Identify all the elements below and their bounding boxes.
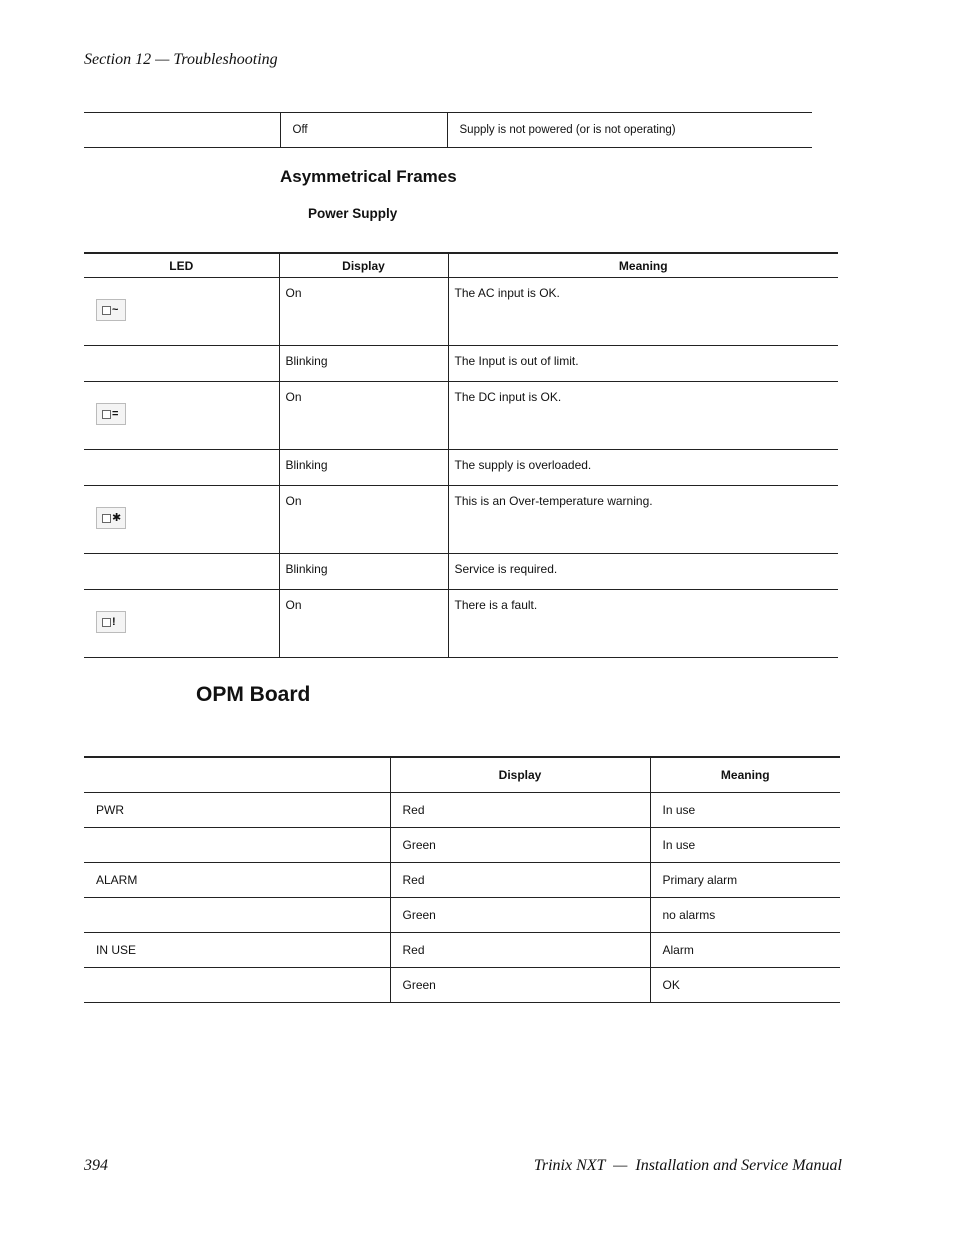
display-cell: Red bbox=[390, 933, 650, 968]
meaning-cell: This is an Over-temperature warning. bbox=[448, 486, 838, 554]
meaning-cell: The supply is overloaded. bbox=[448, 450, 838, 486]
meaning-cell: no alarms bbox=[650, 898, 840, 933]
meaning-cell: The DC input is OK. bbox=[448, 382, 838, 450]
display-cell: On bbox=[279, 590, 448, 658]
display-cell: Green bbox=[390, 898, 650, 933]
manual-title: Trinix NXT — Installation and Service Manual bbox=[533, 1157, 842, 1174]
meaning-cell: Service is required. bbox=[448, 554, 838, 590]
led-cell bbox=[84, 450, 279, 486]
column-header-meaning: Meaning bbox=[448, 253, 838, 278]
led-cell: IN USE bbox=[84, 933, 390, 968]
led-cell bbox=[84, 590, 279, 658]
led-cell bbox=[84, 486, 279, 554]
ac-input-led-icon: ~ bbox=[96, 299, 126, 321]
table-row bbox=[84, 933, 840, 968]
display-cell: Red bbox=[390, 863, 650, 898]
led-cell bbox=[84, 278, 279, 346]
power-supply-table bbox=[84, 252, 838, 658]
display-cell: Red bbox=[390, 793, 650, 828]
led-cell bbox=[84, 828, 390, 863]
led-cell bbox=[84, 113, 280, 148]
table-row bbox=[84, 793, 840, 828]
table-row bbox=[84, 346, 838, 382]
meaning-cell: The Input is out of limit. bbox=[448, 346, 838, 382]
led-cell: PWR bbox=[84, 793, 390, 828]
display-cell: On bbox=[279, 278, 448, 346]
led-cell bbox=[84, 554, 279, 590]
led-cell bbox=[84, 346, 279, 382]
display-cell: Green bbox=[390, 828, 650, 863]
display-cell: On bbox=[279, 382, 448, 450]
meaning-cell: Alarm bbox=[650, 933, 840, 968]
table-row bbox=[84, 382, 838, 450]
fault-led-icon: ! bbox=[96, 611, 126, 633]
column-header-meaning: Meaning bbox=[650, 757, 840, 793]
table-row bbox=[84, 898, 840, 933]
table-row bbox=[84, 968, 840, 1003]
subheading-power-supply: Power Supply bbox=[308, 206, 398, 221]
running-head: Section 12 — Troubleshooting bbox=[84, 51, 278, 68]
table-row bbox=[84, 486, 838, 554]
opm-board-table bbox=[84, 756, 840, 1003]
display-cell: Blinking bbox=[279, 346, 448, 382]
meaning-cell: The AC input is OK. bbox=[448, 278, 838, 346]
column-header-display: Display bbox=[279, 253, 448, 278]
led-cell bbox=[84, 382, 279, 450]
meaning-cell: Primary alarm bbox=[650, 863, 840, 898]
display-cell: Green bbox=[390, 968, 650, 1003]
meaning-cell: Supply is not powered (or is not operating) bbox=[447, 113, 812, 148]
led-cell bbox=[84, 968, 390, 1003]
display-cell: Off bbox=[280, 113, 447, 148]
table-row bbox=[84, 113, 812, 148]
led-cell bbox=[84, 898, 390, 933]
display-cell: On bbox=[279, 486, 448, 554]
meaning-cell: There is a fault. bbox=[448, 590, 838, 658]
table-row bbox=[84, 450, 838, 486]
table-row bbox=[84, 278, 838, 346]
table-row bbox=[84, 863, 840, 898]
table-header-row bbox=[84, 757, 840, 793]
continuation-table bbox=[84, 112, 812, 148]
temperature-led-icon: ✱ bbox=[96, 507, 126, 529]
meaning-cell: In use bbox=[650, 828, 840, 863]
meaning-cell: In use bbox=[650, 793, 840, 828]
display-cell: Blinking bbox=[279, 450, 448, 486]
page-number: 394 bbox=[84, 1157, 108, 1174]
section-heading-opm-board: OPM Board bbox=[196, 683, 311, 706]
table-row bbox=[84, 828, 840, 863]
meaning-cell: OK bbox=[650, 968, 840, 1003]
column-header-display: Display bbox=[390, 757, 650, 793]
table-header-row bbox=[84, 253, 838, 278]
display-cell: Blinking bbox=[279, 554, 448, 590]
table-row bbox=[84, 554, 838, 590]
section-heading-asymmetrical-frames: Asymmetrical Frames bbox=[280, 167, 457, 186]
table-row bbox=[84, 590, 838, 658]
dc-input-led-icon: = bbox=[96, 403, 126, 425]
led-cell: ALARM bbox=[84, 863, 390, 898]
column-header-led bbox=[84, 757, 390, 793]
column-header-led: LED bbox=[84, 253, 279, 278]
